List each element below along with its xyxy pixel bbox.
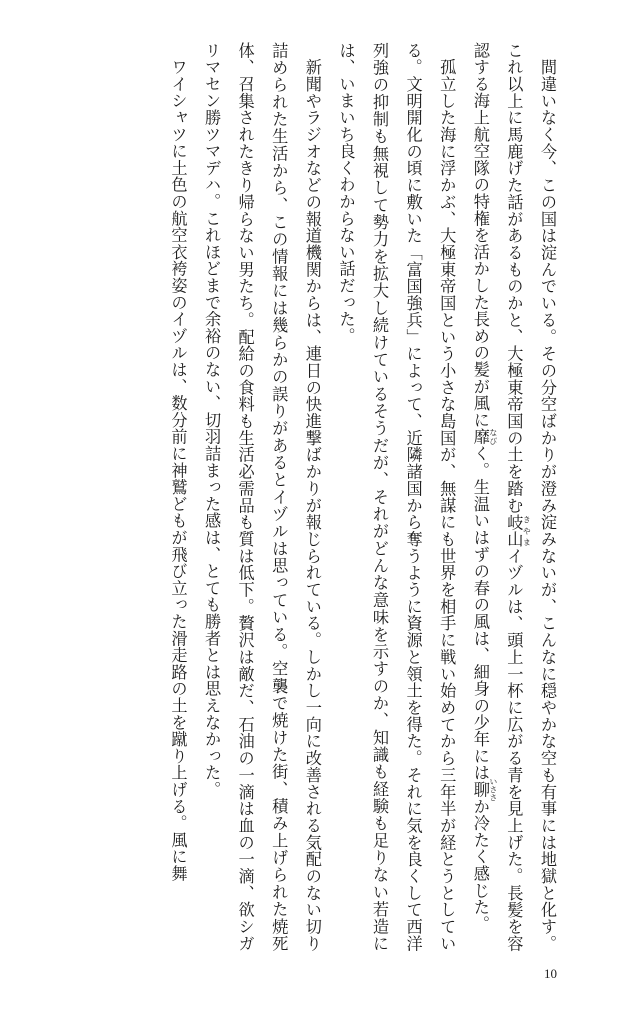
ruby-reading: なび: [488, 428, 498, 446]
text-run: ワイシャツに土色の航空衣袴姿のイヅルは、数分前に神鷲どもが飛び立った滑走路の土を蹴り上げる。風に舞: [168, 42, 188, 882]
page-number: 10: [544, 966, 557, 981]
paragraph-1: [463, 42, 564, 952]
text-run: 間違いなく今、この国は淀んでいる。その分空ばかりが澄み淀みないが、こんなに穏やかな空も有事には地獄と化す。これ以上に馬鹿げた話があるものかと、大極東帝国の土を踏む: [504, 42, 557, 952]
ruby-word: 岐山 きやま: [504, 513, 532, 548]
text-run: イヅルは、頭上一杯に広がる青を見上げた。長髪を容認する海上航空隊の特権を活かした長めの髪が風に: [470, 42, 524, 953]
paragraph-4: [161, 42, 195, 952]
ruby-word: 靡 なび: [470, 428, 498, 446]
text-run: か冷たく感じた。: [470, 798, 490, 933]
vertical-text-body: [161, 42, 564, 952]
text-run: 新聞やラジオなどの報道機関からは、連日の快進撃ばかりが報じられている。しかし一向に改善される気配のない切り詰められた生活から、この情報には幾らかの誤りがあるとイヅルは思っている。空襲で焼けた街、積み上げられた焼死体、召集されたきり帰らない男たち。配給の食料も生活必需品も質は低下。贅沢は敵だ、石油の一滴は血の一滴、欲シガリマセン勝ツマデハ。これほどまで余裕のない、切羽詰まった感は、とても勝者とは思えなかった。: [202, 42, 322, 952]
ruby-reading: きやま: [522, 513, 532, 548]
text-run: く。生温いはずの春の風は、細身の少年には: [470, 445, 490, 782]
ruby-reading: いささ: [488, 777, 498, 802]
ruby-word: 聊 いささ: [470, 777, 498, 802]
paragraph-2: [329, 42, 463, 952]
text-run: 孤立した海に浮かぶ、大極東帝国という小さな島国が、無謀にも世界を相手に戦い始めてから三年半が経とうとしている。文明開化の頃に敷いた「富国強兵」によって、近隣諸国から奪うように資源と領土を得た。それに気を良くして西洋列強の抑制も無視して勢力を拡大し続けているそうだが、それがどんな意味を示すのか、知識も経験も足りない若造には、いまいち良くわからない話だった。: [336, 42, 457, 952]
paragraph-3: [194, 42, 328, 952]
